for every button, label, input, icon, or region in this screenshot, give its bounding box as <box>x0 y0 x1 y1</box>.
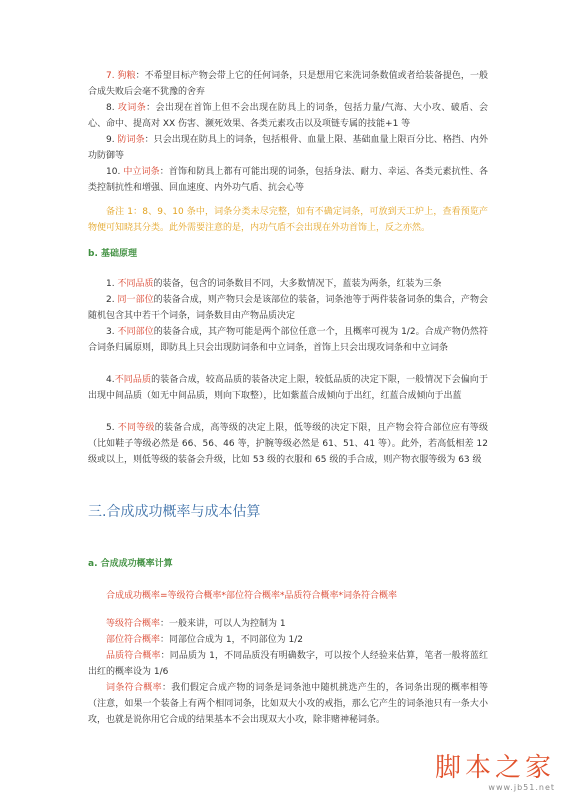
principle-3-term: 不同部位 <box>117 327 154 337</box>
factor-level <box>88 616 488 632</box>
affix-type-10-term: 中立词条 <box>123 167 160 177</box>
factor-slot-term: 部位符合概率 <box>106 635 161 645</box>
principle-3-num: 3. <box>106 327 115 337</box>
factor-slot <box>88 632 488 648</box>
affix-type-9-text: ：只会出现在防具上的词条，包括根骨、血量上限、基础血量上限百分比、格挡、内外功防御等 <box>88 135 488 161</box>
principle-2-term: 同一部位 <box>117 295 154 305</box>
factor-quality-text: ：同品质为 1，不同品质没有明确数字，可以按个人经验来估算，笔者一般将蓝红出红的概率设为 1/6 <box>88 651 488 677</box>
principle-2 <box>88 292 488 324</box>
principle-1-text: 的装备，包含的词条数目不同，大多数情况下，蓝装为两条，红装为三条 <box>153 279 442 289</box>
watermark-logo: 脚本之家 <box>434 753 555 783</box>
principle-2-text: 的装备合成，则产物只会是该部位的装备，词条池等于两件装备词条的集合，产物会随机包含其中若干个词条，词条数目由产物品质决定 <box>88 295 488 321</box>
site-watermark <box>435 753 555 792</box>
principle-4 <box>88 372 488 404</box>
affix-type-8 <box>88 100 488 132</box>
factor-level-term: 等级符合概率 <box>106 619 161 629</box>
principle-5-term: 不同等级 <box>117 423 155 433</box>
probability-calc-title: a. 合成成功概率计算 <box>88 559 173 569</box>
factor-affix-term: 词条符合概率 <box>106 683 162 693</box>
principle-4-term: 不同品质 <box>114 375 152 385</box>
principle-4-num: 4. <box>106 375 115 385</box>
principle-5-text: 的装备合成，高等级的决定上限，低等级的决定下限，且产物会符合部位应有等级（比如鞋子等级必然是 66、56、46 等，护腕等级必然是 61、51、41 等）。此外，若高低相差 12 级或以上，则低等级的装备会升级，比如 53 级的衣服和 65 级的手合成，则产物衣服等级为 63 级 <box>88 423 488 465</box>
affix-type-8-term: 攻词条 <box>117 103 147 113</box>
factor-affix <box>88 680 488 728</box>
affix-type-9-term: 防词条 <box>117 135 145 145</box>
affix-type-8-text: ：会出现在首饰上但不会出现在防具上的词条，包括力量/气海、大小攻、破盾、会心、命中、提高对 XX 伤害、濒死效果、各类元素攻击以及项链专属的技能+1 等 <box>88 103 488 129</box>
principle-1-num: 1. <box>106 279 115 289</box>
affix-type-7 <box>88 68 488 100</box>
basic-principles-title: b. 基础原理 <box>88 249 137 259</box>
affix-type-10-num: 10. <box>106 167 121 177</box>
principle-1 <box>88 276 488 292</box>
affix-type-9-num: 9. <box>106 135 115 145</box>
factor-slot-text: ：同部位合成为 1，不同部位为 1/2 <box>160 635 303 645</box>
affix-type-10 <box>88 164 488 196</box>
principle-3 <box>88 324 488 356</box>
note-paragraph: 备注 1：8、9、10 条中，词条分类未尽完整，如有不确定词条，可放到天工炉上，查看预览产物便可知晓其分类。此外需要注意的是，内功气盾不会出现在外功首饰上，反之亦然。 <box>88 207 488 233</box>
principle-4-text: 的装备合成，较高品质的装备决定上限，较低品质的决定下限，一般情况下会偏向于出现中间品质（如无中间品质，则向下取整），比如紫蓝合成倾向于出红，红蓝合成倾向于出蓝 <box>88 375 488 401</box>
principle-5 <box>88 420 488 468</box>
factor-quality-term: 品质符合概率 <box>106 651 161 661</box>
affix-type-7-text: ：不希望目标产物会带上它的任何词条，只是想用它来洗词条数值或者给装备提色，一般合成失败后会毫不犹豫的舍弃 <box>88 71 488 97</box>
affix-type-7-term: 7. 狗粮 <box>106 71 136 81</box>
affix-type-8-num: 8. <box>106 103 115 113</box>
affix-type-9 <box>88 132 488 164</box>
factor-level-text: ：一般来讲，可以人为控制为 1 <box>160 619 286 629</box>
principle-1-term: 不同品质 <box>117 279 154 289</box>
affix-type-10-text: ：首饰和防具上都有可能出现的词条，包括身法、耐力、幸运、各类元素抗性、各类控制抗性和增强、回血速度、内外功气盾、抗会心等 <box>88 167 488 193</box>
success-probability-formula: 合成成功概率=等级符合概率*部位符合概率*品质符合概率*词条符合概率 <box>106 591 398 601</box>
factor-quality <box>88 648 488 680</box>
principle-5-num: 5. <box>106 423 115 433</box>
principle-3-text: 的装备合成，其产物可能是两个部位任意一个，且概率可视为 1/2。合成产物仍然符合词条归属原则，即防具上只会出现防词条和中立词条，首饰上只会出现攻词条和中立词条 <box>88 327 488 353</box>
principle-2-num: 2. <box>106 295 115 305</box>
section-3-heading: 三.合成成功概率与成本估算 <box>88 504 261 520</box>
watermark-url: www.jb51.net <box>488 783 555 792</box>
factor-affix-text: ：我们假定合成产物的词条是词条池中随机挑选产生的，各词条出现的概率相等（注意，如果一个装备上有两个相同词条，比如双大小攻的戒指，那么它产生的词条池只有一条大小攻，也就是说你用它合成的结果基本不会出现双大小攻，除非赌神秘词条。 <box>88 683 488 725</box>
